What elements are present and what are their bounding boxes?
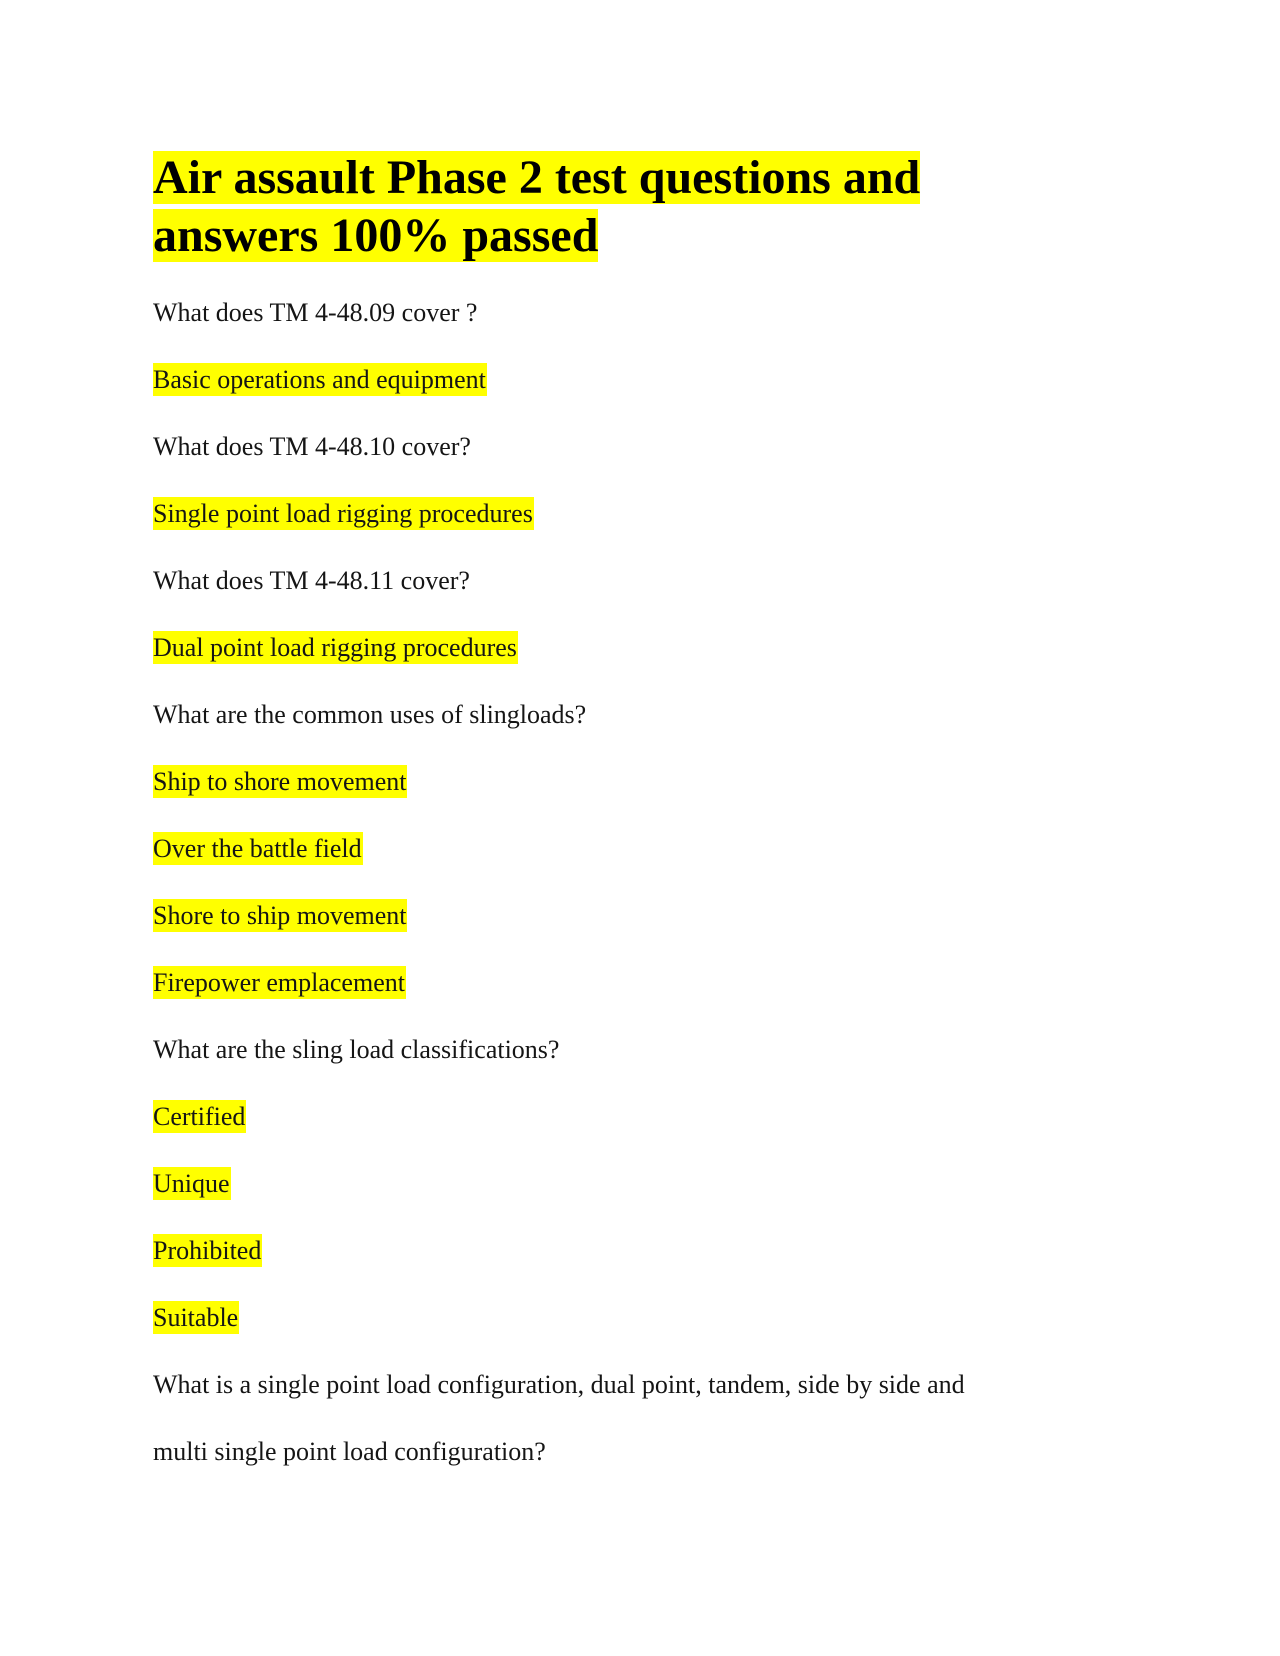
question-text: What are the sling load classifications? bbox=[153, 1035, 560, 1064]
title-line-2: answers 100% passed bbox=[153, 209, 599, 262]
answer-text: Dual point load rigging procedures bbox=[153, 633, 517, 662]
answer-text: Ship to shore movement bbox=[153, 767, 407, 796]
document-title bbox=[153, 149, 1113, 265]
answer-text: Certified bbox=[153, 1102, 246, 1131]
question-text: multi single point load configuration? bbox=[153, 1437, 546, 1466]
question-text: What are the common uses of slingloads? bbox=[153, 700, 587, 729]
question-text: What does TM 4-48.10 cover? bbox=[153, 432, 471, 461]
answer-text: Suitable bbox=[153, 1303, 239, 1332]
answer-text: Basic operations and equipment bbox=[153, 365, 486, 394]
answer-text: Single point load rigging procedures bbox=[153, 499, 533, 528]
answer-text: Prohibited bbox=[153, 1236, 262, 1265]
answer-text: Shore to ship movement bbox=[153, 901, 407, 930]
question-text: What does TM 4-48.11 cover? bbox=[153, 566, 470, 595]
title-line-1: Air assault Phase 2 test questions and bbox=[153, 151, 921, 204]
answer-text: Firepower emplacement bbox=[153, 968, 405, 997]
answer-text: Unique bbox=[153, 1169, 230, 1198]
answer-text: Over the battle field bbox=[153, 834, 362, 863]
question-text: What does TM 4-48.09 cover ? bbox=[153, 298, 478, 327]
question-text: What is a single point load configuration, dual point, tandem, side by side and bbox=[153, 1370, 965, 1399]
